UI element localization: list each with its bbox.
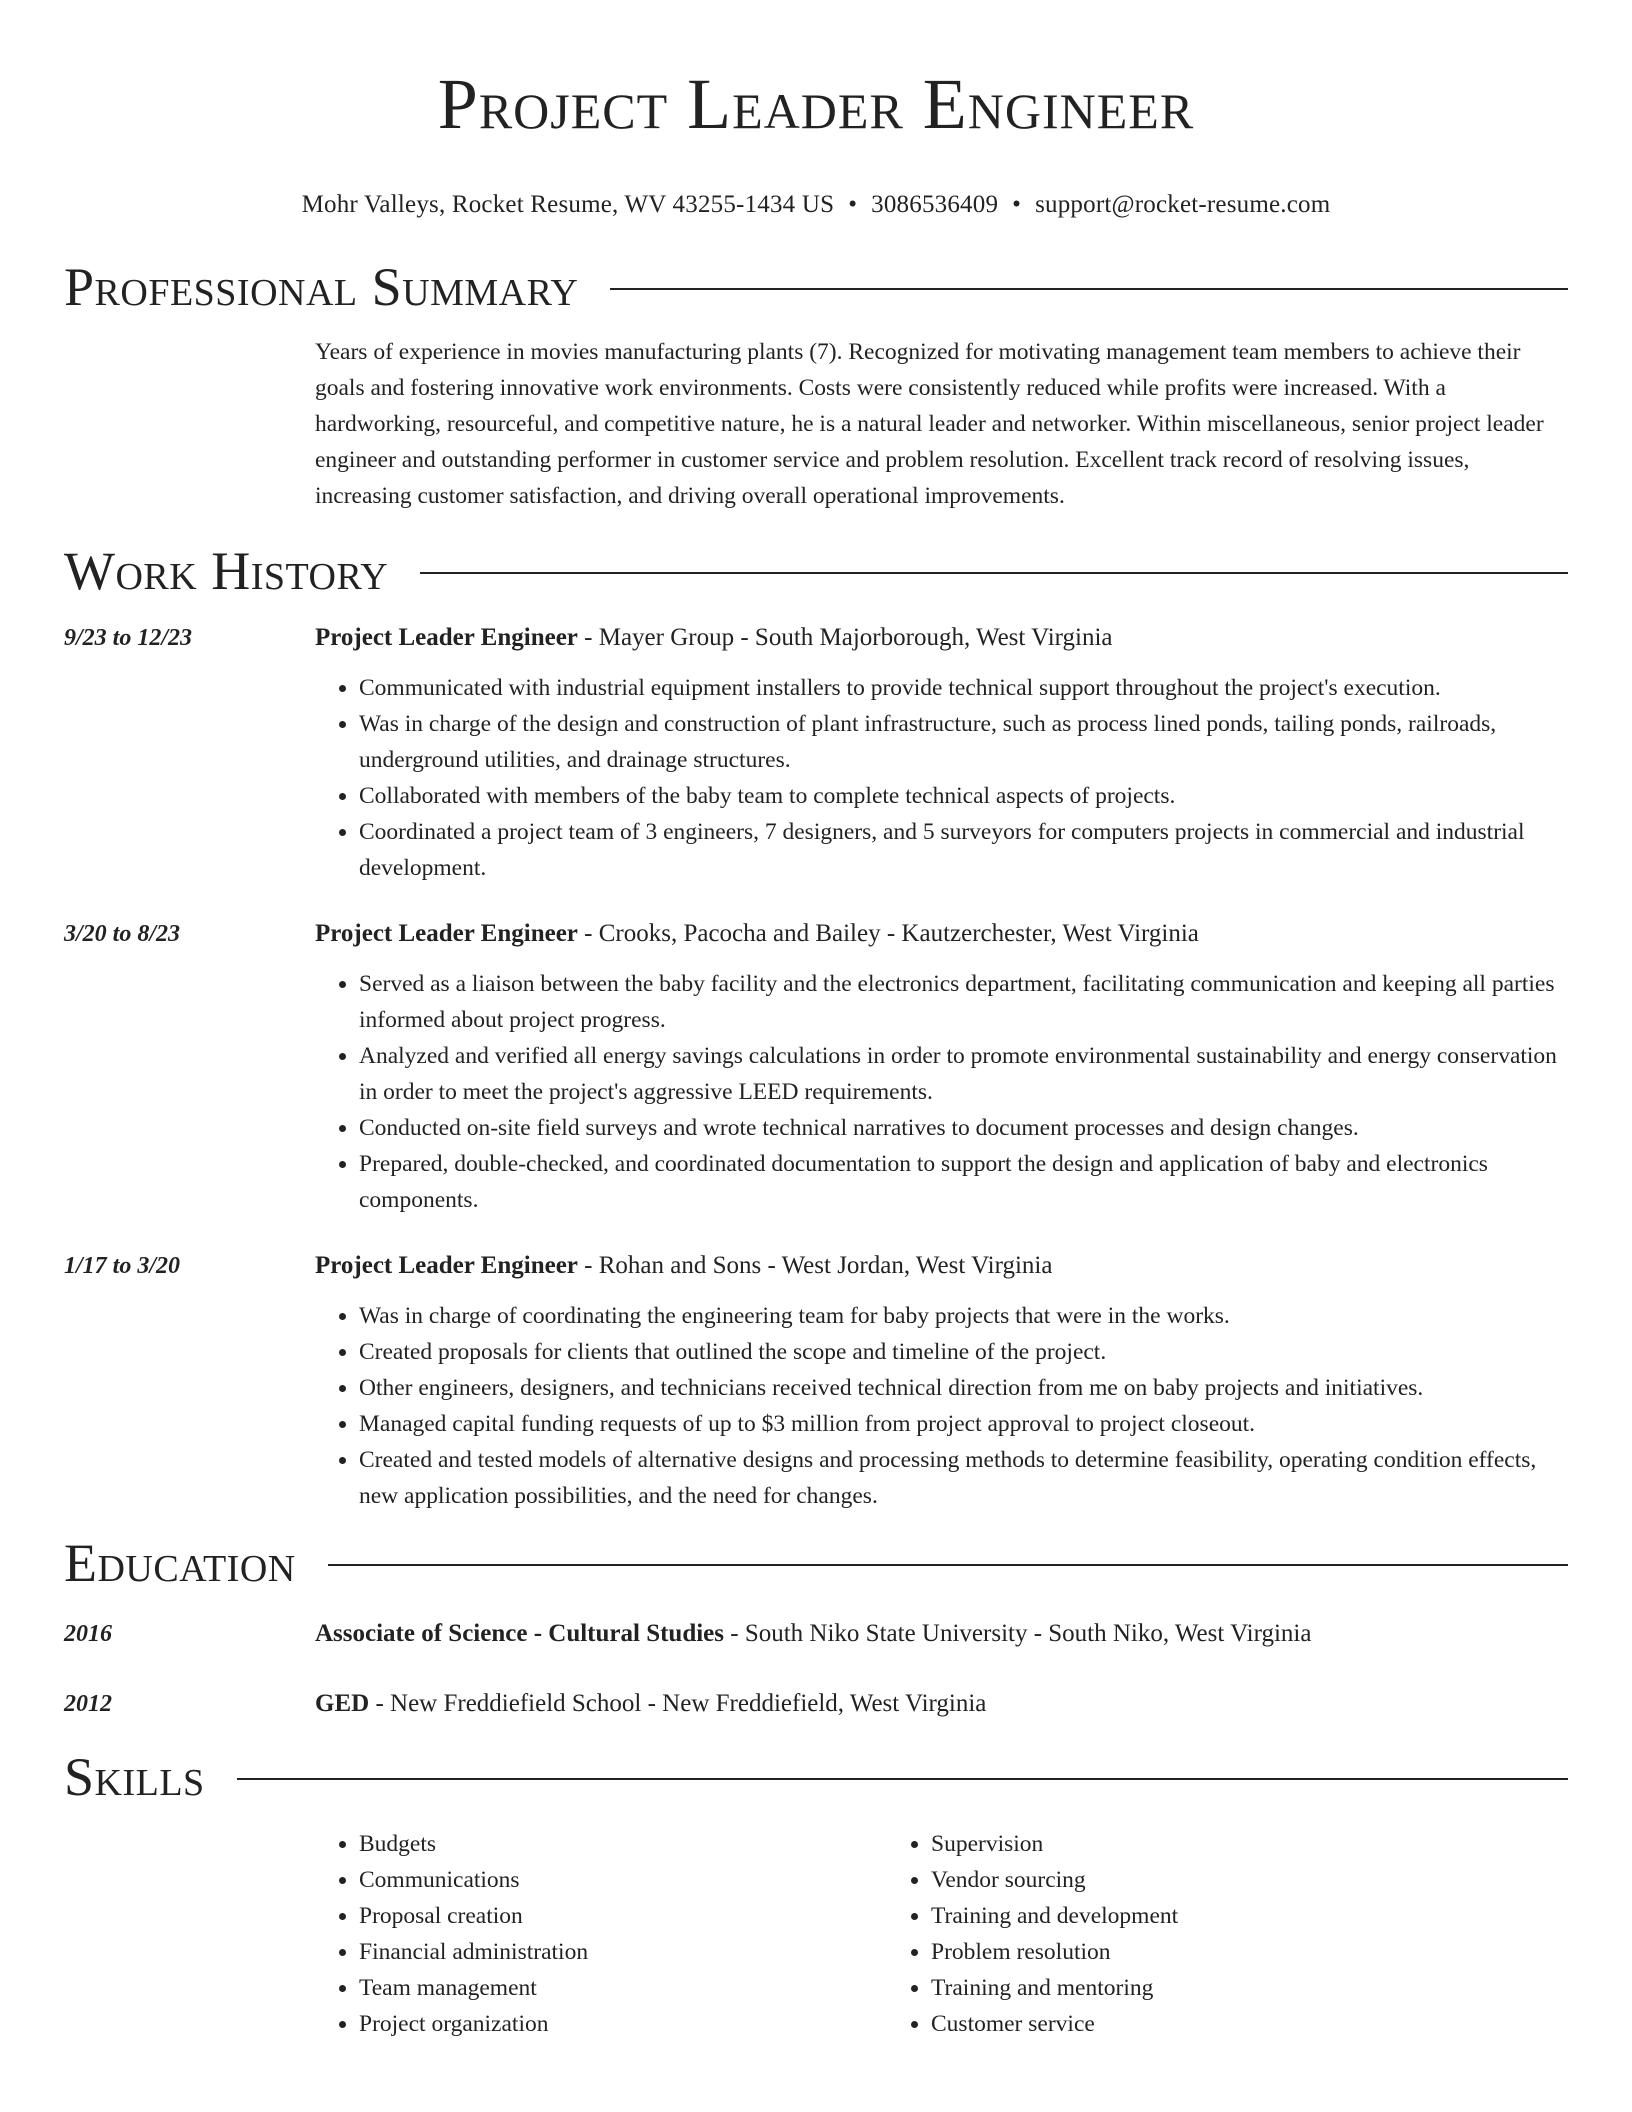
job-bullets (315, 670, 1568, 886)
skills-column-left (315, 1826, 887, 2042)
list-item: • Analyzed and verified all energy savings calculations in order to promote environmental sustainability and energy conservation in order to meet the project's aggressive LEED requirements. (359, 1038, 1568, 1110)
education-entry (64, 1616, 1568, 1652)
education-entry (64, 1686, 1568, 1722)
education-year: 2016 (64, 1621, 112, 1647)
education-school: - South Niko State University - South Niko, West Virginia (724, 1620, 1312, 1647)
job-title: Project Leader Engineer (315, 920, 578, 947)
education-headline (315, 1686, 986, 1722)
section-divider (328, 1564, 1568, 1566)
job-bullets (315, 966, 1568, 1218)
resume-page (64, 0, 1568, 2042)
section-divider (420, 572, 1568, 574)
skills-heading: Skills (64, 1747, 205, 1807)
skill-item: • Supervision (931, 1826, 1487, 1862)
summary-heading: Professional Summary (64, 257, 579, 317)
skill-item: • Customer service (931, 2006, 1487, 2042)
contact-line (64, 190, 1568, 220)
skill-item: • Budgets (359, 1826, 887, 1862)
section-divider (237, 1778, 1568, 1780)
list-item: • Created and tested models of alternative designs and processing methods to determine feasibility, operating condition effects, new application possibilities, and the need for changes. (359, 1442, 1568, 1514)
skills-list (315, 1826, 1568, 2042)
job-header (64, 1248, 1568, 1284)
job-employer: - Crooks, Pacocha and Bailey - Kautzerchester, West Virginia (577, 920, 1199, 947)
education-section-heading (64, 1532, 1568, 1594)
list-item: • Managed capital funding requests of up to $3 million from project approval to project closeout. (359, 1406, 1568, 1442)
list-item: • Coordinated a project team of 3 engineers, 7 designers, and 5 surveyors for computers projects in commercial and industrial development. (359, 814, 1568, 886)
skill-item: • Communications (359, 1862, 887, 1898)
job-headline (315, 916, 1199, 952)
summary-text: Years of experience in movies manufacturing plants (7). Recognized for motivating management team members to achieve their goals and fostering innovative work environments. Costs were consistently reduced while profits were increased. With a hardworking, resourceful, and competitive nature, he is a natural leader and networker. Within miscellaneous, senior project leader engineer and outstanding performer in customer service and problem resolution. Excellent track record of resolving issues, increasing customer satisfaction, and driving overall operational improvements. (315, 339, 1544, 509)
list-item: • Prepared, double-checked, and coordinated documentation to support the design and application of baby and electronics components. (359, 1146, 1568, 1218)
job-title: Project Leader Engineer (315, 624, 578, 651)
section-divider (610, 288, 1568, 290)
skill-item: • Training and development (931, 1898, 1487, 1934)
job-entry (64, 1248, 1568, 1514)
skill-item: • Financial administration (359, 1934, 887, 1970)
job-headline (315, 620, 1113, 656)
contact-address: Mohr Valleys, Rocket Resume, WV 43255-1434 US (301, 191, 835, 218)
list-item: • Conducted on-site field surveys and wrote technical narratives to document processes and design changes. (359, 1110, 1568, 1146)
contact-separator: • (1012, 191, 1022, 218)
education-degree: Associate of Science - Cultural Studies (315, 1620, 724, 1647)
list-item: • Was in charge of coordinating the engineering team for baby projects that were in the works. (359, 1298, 1568, 1334)
skill-item: • Vendor sourcing (931, 1862, 1487, 1898)
job-entry (64, 620, 1568, 886)
job-headline (315, 1248, 1052, 1284)
work-heading: Work History (64, 541, 389, 601)
job-dates: 9/23 to 12/23 (64, 625, 193, 651)
job-header (64, 620, 1568, 656)
contact-phone: 3086536409 (871, 191, 999, 218)
contact-email: support@rocket-resume.com (1035, 191, 1331, 218)
job-entry (64, 916, 1568, 1218)
education-heading: Education (64, 1533, 296, 1593)
list-item: • Other engineers, designers, and technicians received technical direction from me on baby projects and initiatives. (359, 1370, 1568, 1406)
skill-item: • Proposal creation (359, 1898, 887, 1934)
job-dates: 3/20 to 8/23 (64, 921, 181, 947)
skill-item: • Problem resolution (931, 1934, 1487, 1970)
education-degree: GED (315, 1690, 370, 1717)
job-employer: - Rohan and Sons - West Jordan, West Virginia (577, 1252, 1053, 1279)
education-school: - New Freddiefield School - New Freddiefield, West Virginia (369, 1690, 987, 1717)
skill-item: • Training and mentoring (931, 1970, 1487, 2006)
list-item: • Served as a liaison between the baby facility and the electronics department, facilitating communication and keeping all parties informed about project progress. (359, 966, 1568, 1038)
job-title: Project Leader Engineer (315, 1252, 578, 1279)
skills-section-heading (64, 1746, 1568, 1808)
job-dates: 1/17 to 3/20 (64, 1253, 181, 1279)
job-bullets (315, 1298, 1568, 1514)
work-section-heading (64, 540, 1568, 602)
skills-column-right (887, 1826, 1487, 2042)
skill-item: • Project organization (359, 2006, 887, 2042)
education-headline (315, 1616, 1311, 1652)
list-item: • Communicated with industrial equipment installers to provide technical support throughout the project's execution. (359, 670, 1568, 706)
contact-separator: • (848, 191, 858, 218)
education-year: 2012 (64, 1691, 112, 1717)
skill-item: • Team management (359, 1970, 887, 2006)
list-item: • Was in charge of the design and construction of plant infrastructure, such as process lined ponds, tailing ponds, railroads, underground utilities, and drainage structures. (359, 706, 1568, 778)
job-header (64, 916, 1568, 952)
summary-section-heading (64, 256, 1568, 318)
list-item: • Collaborated with members of the baby team to complete technical aspects of projects. (359, 778, 1568, 814)
job-employer: - Mayer Group - South Majorborough, West Virginia (577, 624, 1113, 651)
list-item: • Created proposals for clients that outlined the scope and timeline of the project. (359, 1334, 1568, 1370)
resume-title: Project Leader Engineer (437, 64, 1195, 144)
